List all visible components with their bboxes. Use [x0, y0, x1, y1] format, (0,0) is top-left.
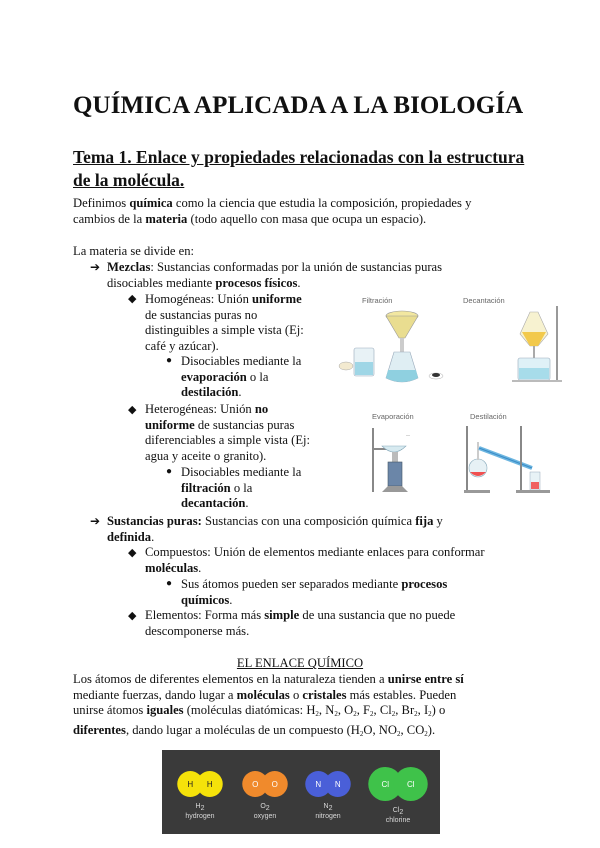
- intro-paragraph: Definimos química como la ciencia que estudia la composición, propiedades y cambios de la materia (todo aquello con masa que ocupa un espacio).: [73, 196, 472, 226]
- mezclas-item: Mezclas: Sustancias conformadas por la unión de sustancias puras disociables mediante procesos físicos.: [107, 260, 443, 290]
- atom-symbol: N: [315, 780, 322, 789]
- diamond-bullet-icon: ◆: [128, 404, 137, 416]
- page-title: QUÍMICA APLICADA A LA BIOLOGÍA: [73, 92, 524, 119]
- diamond-bullet-icon: ◆: [128, 293, 137, 305]
- distillation-apparatus-icon: [460, 424, 556, 494]
- compuestos-subitem: Sus átomos pueden ser separados mediante procesos químicos.: [181, 577, 448, 607]
- atom-symbol: Cl: [381, 780, 390, 789]
- molecule-label: $N_2$ nitrogen: [315, 803, 341, 820]
- atom-symbol: O: [271, 780, 278, 789]
- dot-bullet-icon: ●: [166, 578, 173, 589]
- evaporation-apparatus-icon: [368, 424, 428, 494]
- section-heading: EL ENLACE QUÍMICO: [236, 656, 364, 670]
- molecule-label: $O_2$ oxygen: [253, 803, 277, 820]
- filtration-apparatus-icon: [338, 308, 448, 388]
- dot-bullet-icon: ●: [166, 355, 173, 366]
- diatomic-molecules-image: [162, 750, 440, 834]
- atom-symbol: O: [252, 780, 259, 789]
- heterogeneas-subitem: Disociables mediante la filtración o la decantación.: [181, 465, 302, 511]
- atom-symbol: Cl: [406, 780, 415, 789]
- svg-text:—: —: [406, 432, 410, 437]
- compuestos-item: Compuestos: Unión de elementos mediante enlaces para conformar moléculas.: [145, 545, 485, 575]
- enlace-paragraph: Los átomos de diferentes elementos en la naturaleza tienden a unirse entre sí mediante fuerzas, dando lugar a moléculas o cristales más estables. Pueden unirse átomos iguales (moléculas diatómicas: $H_2$, $N_2$, $O_2$, $F_2$, $Cl_2$, $Br_2$, $I_2$) o diferentes, dando lugar a moléculas de un compuesto ($H_2O$, $NO_2$, $CO_2$).: [73, 672, 464, 738]
- molecule-label: $H_2$ hydrogen: [185, 803, 215, 820]
- molecule-label: $Cl_2$ chlorine: [385, 807, 411, 824]
- label-decantacion: Decantación: [463, 296, 505, 305]
- diamond-bullet-icon: ◆: [128, 610, 137, 622]
- label-destilacion: Destilación: [470, 412, 507, 421]
- dot-bullet-icon: ●: [166, 466, 173, 477]
- homogeneas-subitem: Disociables mediante la evaporación o la destilación.: [181, 354, 302, 400]
- materia-divide-line: La materia se divide en:: [73, 244, 194, 258]
- heterogeneas-item: Heterogéneas: Unión no uniforme de sustancias puras diferenciables a simple vista (Ej: agua y aceite o granito).: [145, 402, 311, 463]
- atom-symbol: H: [206, 780, 213, 789]
- sustancias-puras-item: Sustancias puras: Sustancias con una composición química fija y definida.: [107, 514, 443, 544]
- label-filtracion: Filtración: [362, 296, 393, 305]
- arrow-bullet-icon: ➔: [90, 514, 101, 528]
- atom-symbol: H: [187, 780, 194, 789]
- homogeneas-item: Homogéneas: Unión uniforme de sustancias puras no distinguibles a simple vista (Ej: café y azúcar).: [145, 292, 304, 353]
- topic-heading: Tema 1. Enlace y propiedades relacionadas con la estructura de la molécula.: [73, 147, 525, 190]
- label-evaporacion: Evaporación: [372, 412, 414, 421]
- atom-symbol: N: [334, 780, 341, 789]
- diamond-bullet-icon: ◆: [128, 547, 137, 559]
- decantation-apparatus-icon: [508, 306, 568, 382]
- arrow-bullet-icon: ➔: [90, 260, 101, 274]
- elementos-item: Elementos: Forma más simple de una sustancia que no puede descomponerse más.: [145, 608, 456, 638]
